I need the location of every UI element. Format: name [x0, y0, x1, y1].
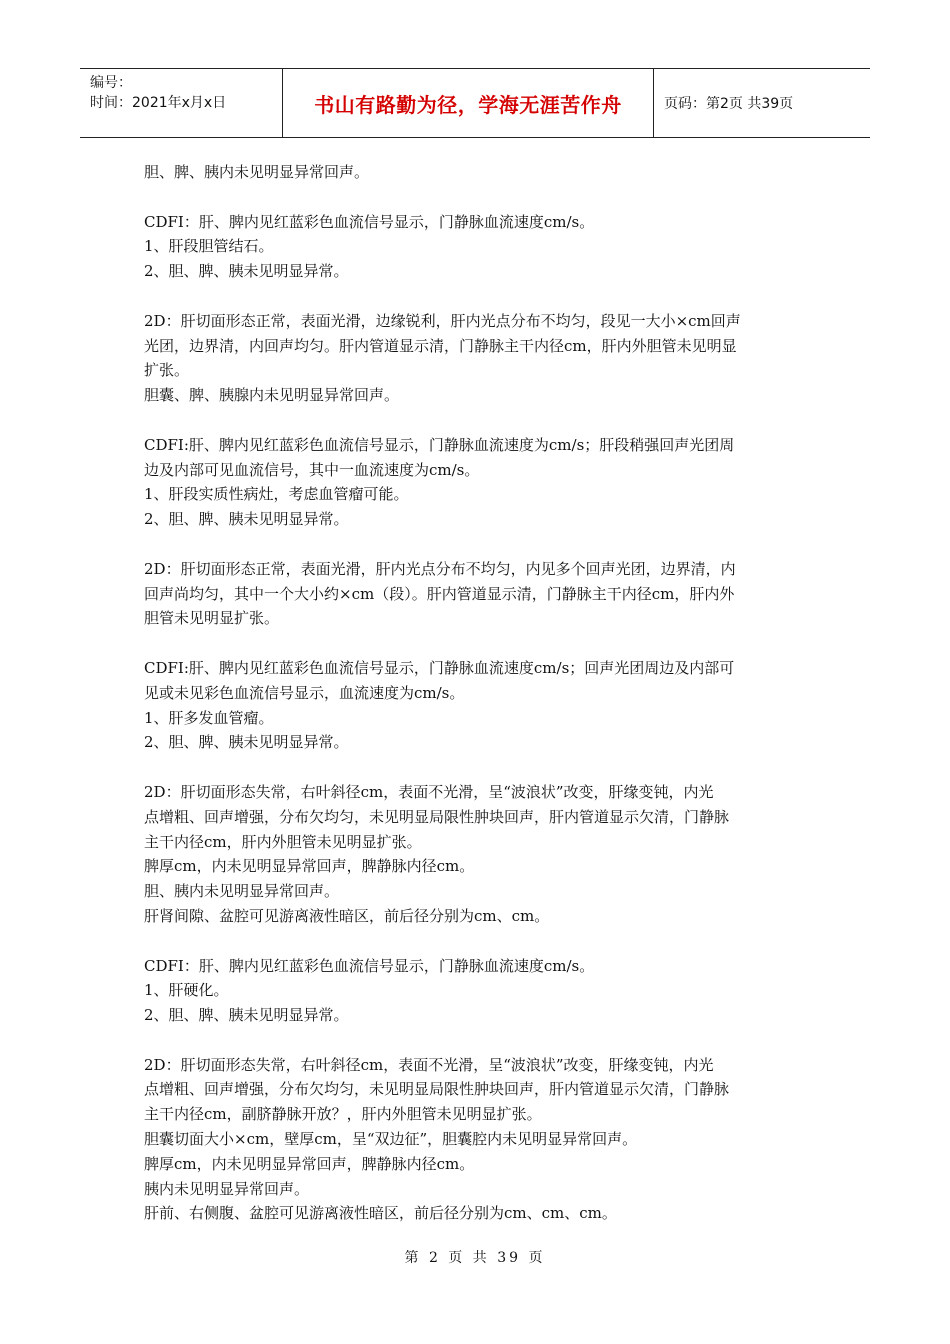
text-line: 1、肝多发血管瘤。 — [144, 708, 274, 727]
text-line: 边及内部可见血流信号，其中一血流速度为cm/s。 — [144, 460, 480, 479]
text-line: 2、胆、脾、胰未见明显异常。 — [144, 1006, 349, 1025]
text-line: 1、肝段实质性病灶，考虑血管瘤可能。 — [144, 485, 409, 504]
text-line: 光团，边界清，内回声均匀。肝内管道显示清，门静脉主干内径cm，肝内外胆管未见明显 — [144, 336, 737, 355]
text-line: 点增粗、回声增强，分布欠均匀，未见明显局限性肿块回声，肝内管道显示欠清，门静脉 — [144, 1080, 730, 1099]
text-line: 胆囊、脾、胰腺内未见明显异常回声。 — [144, 386, 400, 405]
report-paragraph — [144, 309, 810, 408]
text-line: 2D：肝切面形态正常，表面光滑，边缘锐利，肝内光点分布不均匀，段见一大小×cm回声 — [144, 311, 741, 330]
report-paragraph — [144, 210, 810, 284]
report-paragraph — [144, 433, 810, 532]
text-line: 2D：肝切面形态正常，表面光滑，肝内光点分布不均匀，内见多个回声光团，边界清，内 — [144, 559, 736, 578]
text-line: 2D：肝切面形态失常，右叶斜径cm，表面不光滑，呈“波浪状”改变，肝缘变钝，内光 — [144, 782, 714, 801]
text-line: 脾厚cm，内未见明显异常回声，脾静脉内径cm。 — [144, 1154, 475, 1173]
text-line: 主干内径cm，副脐静脉开放？，肝内外胆管未见明显扩张。 — [144, 1105, 542, 1124]
text-line: 肝肾间隙、盆腔可见游离液性暗区，前后径分别为cm、cm。 — [144, 906, 550, 925]
text-line: 扩张。 — [144, 361, 190, 380]
text-line: 胆囊切面大小×cm，壁厚cm，呈“双边征”，胆囊腔内未见明显异常回声。 — [144, 1130, 638, 1149]
text-line: 主干内径cm，肝内外胆管未见明显扩张。 — [144, 832, 422, 851]
report-paragraph — [144, 160, 810, 185]
report-paragraph — [144, 1053, 810, 1227]
report-paragraph — [144, 656, 810, 755]
text-line: CDFI:肝、脾内见红蓝彩色血流信号显示，门静脉血流速度为cm/s；肝段稍强回声光团周 — [144, 435, 735, 454]
text-line: CDFI:肝、脾内见红蓝彩色血流信号显示，门静脉血流速度cm/s；回声光团周边及内部可 — [144, 658, 735, 677]
text-line: 2、胆、脾、胰未见明显异常。 — [144, 262, 349, 281]
text-line: 2、胆、脾、胰未见明显异常。 — [144, 510, 349, 529]
header-page-info: 页码：第2页 共39页 — [664, 96, 794, 112]
report-paragraph — [144, 780, 810, 929]
text-line: 脾厚cm，内未见明显异常回声，脾静脉内径cm。 — [144, 857, 475, 876]
text-line: 胆管未见明显扩张。 — [144, 609, 280, 628]
header-meta — [80, 69, 283, 137]
text-line: CDFI：肝、脾内见红蓝彩色血流信号显示，门静脉血流速度cm/s。 — [144, 212, 595, 231]
header-motto: 书山有路勤为径，学海无涯苦作舟 — [283, 69, 654, 137]
report-paragraph — [144, 557, 810, 631]
time-label: 时间：2021年x月x日 — [90, 95, 227, 111]
text-line: 见或未见彩色血流信号显示，血流速度为cm/s。 — [144, 683, 465, 702]
report-paragraph — [144, 954, 810, 1028]
page-header — [80, 68, 870, 138]
text-line: 回声尚均匀，其中一个大小约×cm（段）。肝内管道显示清，门静脉主干内径cm，肝内外 — [144, 584, 735, 603]
page-footer: 第 2 页 共 39 页 — [404, 1250, 546, 1266]
text-line: 点增粗、回声增强，分布欠均匀，未见明显局限性肿块回声，肝内管道显示欠清，门静脉 — [144, 807, 730, 826]
text-line: 胰内未见明显异常回声。 — [144, 1179, 310, 1198]
text-line: 1、肝段胆管结石。 — [144, 237, 274, 256]
text-line: 1、肝硬化。 — [144, 981, 229, 1000]
document-body — [144, 160, 810, 1226]
text-line: 2D：肝切面形态失常，右叶斜径cm，表面不光滑，呈“波浪状”改变，肝缘变钝，内光 — [144, 1055, 714, 1074]
text-line: 胆、脾、胰内未见明显异常回声。 — [144, 163, 370, 181]
text-line: 肝前、右侧腹、盆腔可见游离液性暗区，前后径分别为cm、cm、cm。 — [144, 1204, 617, 1223]
text-line: CDFI：肝、脾内见红蓝彩色血流信号显示，门静脉血流速度cm/s。 — [144, 956, 595, 975]
text-line: 胆、胰内未见明显异常回声。 — [144, 882, 340, 901]
text-line: 2、胆、脾、胰未见明显异常。 — [144, 733, 349, 752]
code-label: 编号： — [90, 75, 132, 91]
